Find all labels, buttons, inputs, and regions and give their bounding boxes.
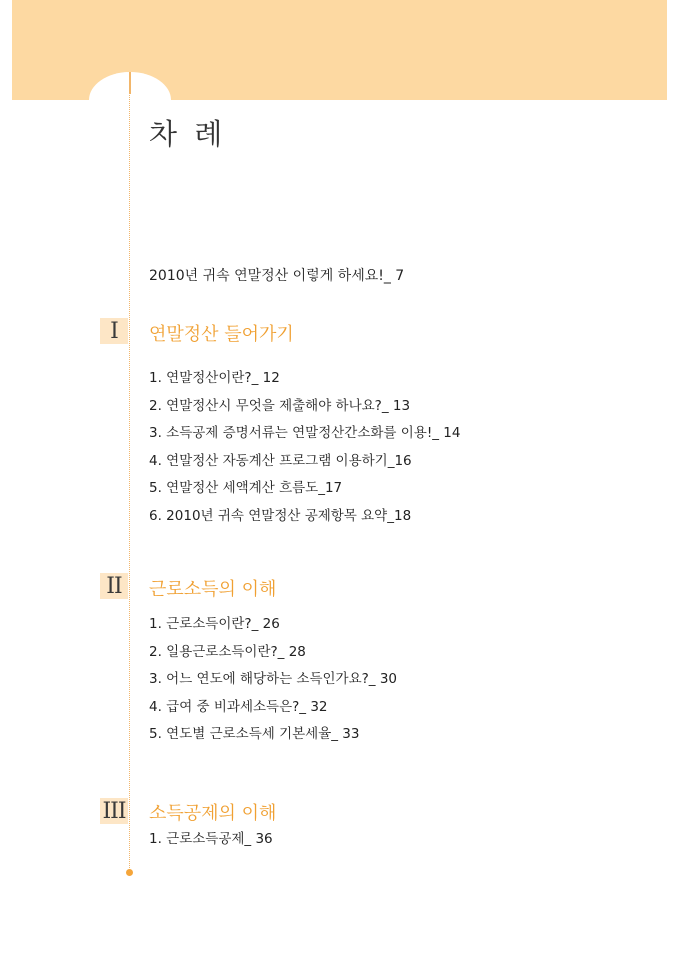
- toc-item[interactable]: 1. 근로소득공제_ 36: [149, 831, 273, 847]
- toc-item[interactable]: 2. 연말정산시 무엇을 제출해야 하나요?_ 13: [149, 397, 411, 414]
- toc-item[interactable]: 1. 연말정산이란?_ 12: [149, 370, 280, 386]
- toc-item[interactable]: 4. 급여 중 비과세소득은?_ 32: [149, 698, 328, 715]
- section-numeral-3: III: [100, 798, 128, 824]
- section-3-items: [149, 826, 273, 854]
- spine-end-dot: [126, 869, 133, 876]
- page-title: 차 례: [149, 117, 227, 151]
- section-title-1: 연말정산 들어가기: [149, 324, 294, 345]
- section-2-items: [149, 611, 397, 749]
- toc-item[interactable]: 6. 2010년 귀속 연말정산 공제항목 요약_18: [149, 507, 412, 524]
- section-title-3: 소득공제의 이해: [149, 803, 277, 824]
- intro-entry: 2010년 귀속 연말정산 이렇게 하세요!_ 7: [149, 268, 405, 284]
- dotted-spine-line: [129, 74, 130, 870]
- toc-item[interactable]: 1. 근로소득이란?_ 26: [149, 616, 280, 632]
- section-title-2: 근로소득의 이해: [149, 579, 277, 600]
- section-1-items: [149, 365, 460, 531]
- toc-item[interactable]: 4. 연말정산 자동계산 프로그램 이용하기_16: [149, 452, 412, 469]
- toc-item[interactable]: 5. 연도별 근로소득세 기본세율_ 33: [149, 726, 360, 743]
- section-numeral-2: II: [100, 573, 128, 599]
- toc-item[interactable]: 2. 일용근로소득이란?_ 28: [149, 643, 306, 660]
- toc-item[interactable]: 3. 어느 연도에 해당하는 소득인가요?_ 30: [149, 671, 398, 688]
- section-numeral-1: I: [100, 318, 128, 344]
- toc-item[interactable]: 3. 소득공제 증명서류는 연말정산간소화를 이용!_ 14: [149, 425, 461, 442]
- toc-item[interactable]: 5. 연말정산 세액계산 흐름도_17: [149, 480, 343, 497]
